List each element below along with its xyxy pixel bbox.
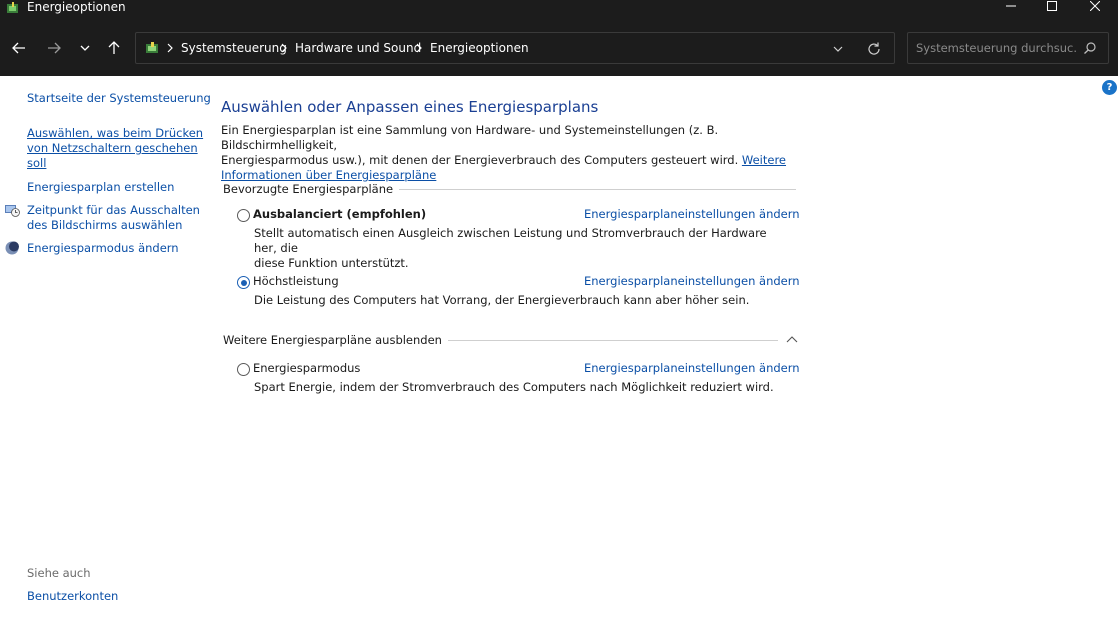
intro-line-text: Energiesparmodus usw.), mit denen der Energieverbrauch des Computers gesteuert wird.	[221, 153, 739, 167]
up-button[interactable]	[103, 38, 125, 58]
power-buttons-link[interactable]	[27, 126, 207, 171]
more-info-link-continued[interactable]: Informationen über Energiesparpläne	[221, 168, 437, 182]
plan-desc-high-performance: Die Leistung des Computers hat Vorrang, der Energieverbrauch kann aber höher sein.	[254, 293, 750, 307]
plan-radio-power-saver[interactable]	[237, 363, 250, 376]
plan-desc-power-saver: Spart Energie, indem der Stromverbrauch des Computers nach Möglichkeit reduziert wird.	[254, 380, 774, 394]
chevron-up-icon[interactable]	[786, 335, 798, 345]
link-line: soll	[27, 156, 47, 170]
plan-name-power-saver[interactable]: Energiesparmodus	[253, 361, 361, 375]
plan-desc-balanced	[254, 226, 784, 271]
plan-desc-line: diese Funktion unterstützt.	[254, 256, 409, 270]
navigation-bar	[0, 20, 1118, 76]
plan-name-high-performance[interactable]: Höchstleistung	[253, 274, 339, 288]
breadcrumb-separator-icon	[280, 42, 288, 54]
breadcrumb-energieoptionen[interactable]: Energieoptionen	[430, 41, 529, 55]
refresh-icon[interactable]	[866, 41, 882, 57]
link-line: Auswählen, was beim Drücken	[27, 126, 204, 140]
control-panel-home-link[interactable]: Startseite der Systemsteuerung	[27, 91, 211, 105]
link-line: von Netzschaltern geschehen	[27, 141, 198, 155]
breadcrumb-separator-icon	[415, 42, 423, 54]
address-history-chevron-icon[interactable]	[831, 42, 845, 56]
close-icon	[1090, 1, 1100, 11]
plan-radio-high-performance[interactable]	[237, 276, 250, 289]
arrow-left-icon	[12, 41, 26, 55]
intro-text	[221, 123, 791, 183]
recent-locations-button[interactable]	[74, 38, 96, 58]
breadcrumb-hardware-und-sound[interactable]: Hardware und Sound	[295, 41, 422, 55]
high-performance-plan-settings-link[interactable]: Energiesparplaneinstellungen ändern	[584, 274, 800, 288]
control-panel-icon	[144, 40, 161, 57]
search-input[interactable]	[916, 39, 1076, 57]
power-saver-plan-settings-link[interactable]: Energiesparplaneinstellungen ändern	[584, 361, 800, 375]
plan-radio-balanced[interactable]	[237, 209, 250, 222]
search-box[interactable]	[907, 32, 1109, 64]
address-bar[interactable]	[135, 32, 895, 64]
help-icon[interactable]: ?	[1102, 80, 1117, 95]
display-off-time-link[interactable]	[27, 203, 200, 233]
power-options-icon	[5, 1, 21, 17]
see-also-label: Siehe auch	[27, 566, 91, 580]
maximize-icon	[1047, 1, 1057, 11]
more-info-link[interactable]: Weitere	[741, 153, 787, 167]
arrow-right-icon	[47, 41, 61, 55]
balanced-plan-settings-link[interactable]: Energiesparplaneinstellungen ändern	[584, 207, 800, 221]
title-bar	[0, 0, 1118, 20]
close-button[interactable]	[1072, 0, 1118, 12]
breadcrumb-separator-icon	[166, 42, 174, 54]
breadcrumb-systemsteuerung[interactable]: Systemsteuerung	[181, 41, 287, 55]
intro-line	[221, 153, 791, 168]
plan-name-balanced[interactable]: Ausbalanciert (empfohlen)	[253, 207, 427, 221]
plan-desc-line: Stellt automatisch einen Ausgleich zwischen Leistung und Stromverbrauch der Hardware her, die	[254, 226, 767, 255]
chevron-down-icon	[80, 43, 90, 53]
search-icon[interactable]	[1083, 41, 1097, 55]
sleep-mode-link[interactable]: Energiesparmodus ändern	[27, 241, 179, 255]
intro-line: Ein Energiesparplan ist eine Sammlung von Hardware- und Systemeinstellungen (z. B. Bildschirmhelligkeit,	[221, 123, 719, 152]
maximize-button[interactable]	[1029, 0, 1075, 12]
minimize-icon	[1006, 1, 1016, 11]
display-clock-icon	[4, 202, 20, 218]
user-accounts-link[interactable]: Benutzerkonten	[27, 589, 119, 603]
forward-button[interactable]	[43, 38, 65, 58]
minimize-button[interactable]	[988, 0, 1034, 12]
preferred-plans-header: Bevorzugte Energiesparpläne	[223, 182, 399, 197]
window-title: Energieoptionen	[27, 0, 126, 14]
page-title: Auswählen oder Anpassen eines Energiesparplans	[221, 98, 599, 116]
back-button[interactable]	[8, 38, 30, 58]
hide-plans-header[interactable]: Weitere Energiesparpläne ausblenden	[223, 333, 448, 348]
link-line: Zeitpunkt für das Ausschalten	[27, 203, 200, 217]
moon-icon	[4, 240, 20, 256]
arrow-up-icon	[107, 41, 121, 55]
create-power-plan-link[interactable]: Energiesparplan erstellen	[27, 180, 175, 194]
link-line: des Bildschirms auswählen	[27, 218, 183, 232]
